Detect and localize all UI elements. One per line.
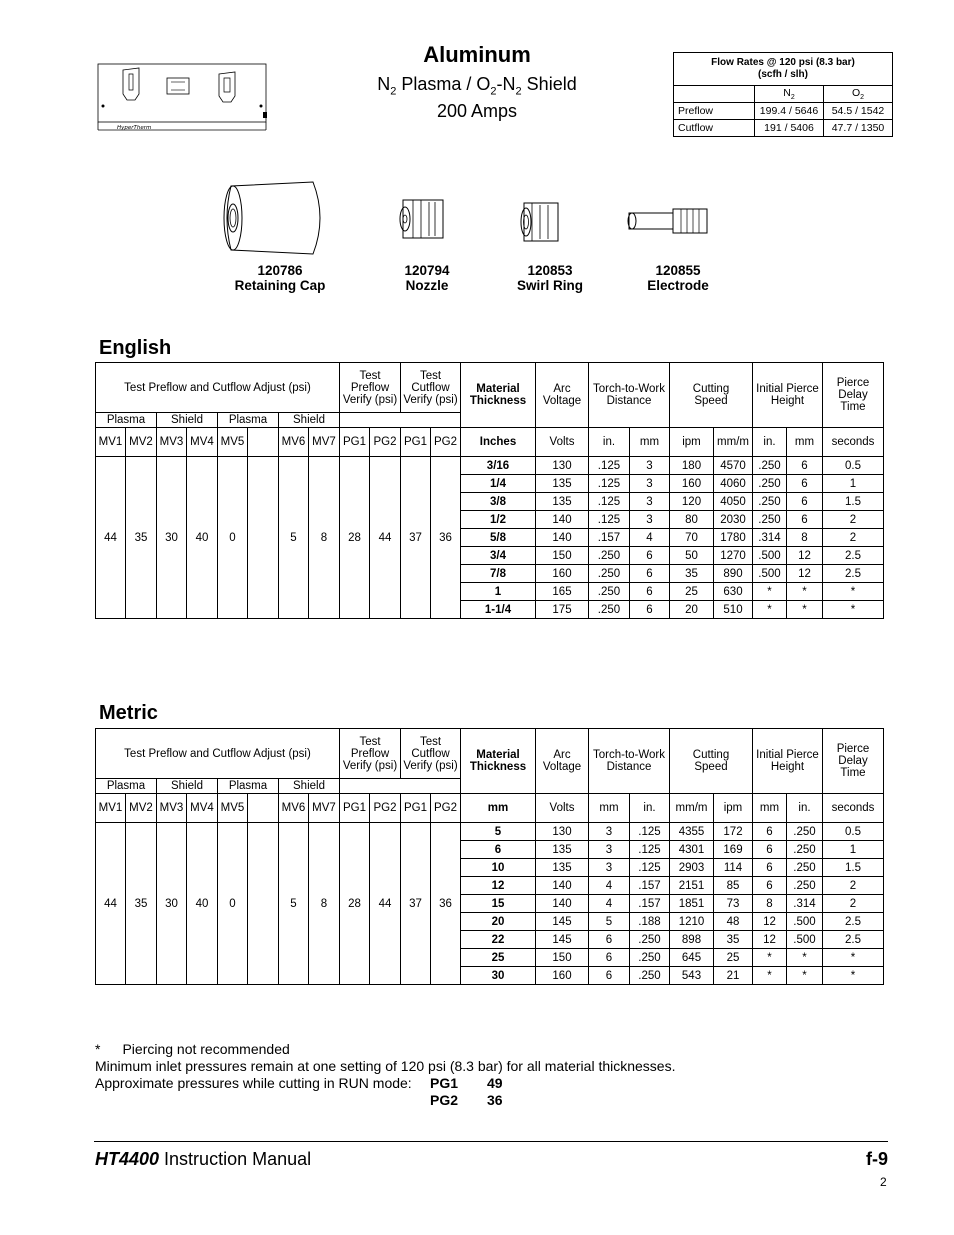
value-cell: 1.5	[823, 859, 884, 877]
value-cell: 630	[714, 583, 753, 601]
torch-distance-header: Torch-to-Work Distance	[589, 729, 670, 794]
metric-column-headers: MV1 MV2 MV3 MV4 MV5 MV6 MV7 PG1 PG2 PG1 PG2 mm Volts mm in. mm/m ipm mm in. seconds	[96, 794, 884, 823]
value-cell: *	[823, 601, 884, 619]
setting-cell: 44	[96, 457, 126, 619]
value-cell: *	[823, 949, 884, 967]
part-retaining-cap: 120786 Retaining Cap	[234, 263, 326, 293]
value-cell: 4	[589, 877, 630, 895]
setting-cell: 44	[96, 823, 126, 985]
thickness-cell: 15	[461, 895, 536, 913]
value-cell: .125	[589, 475, 630, 493]
gas-subtitle: $N_2$ Plasma / $O_2-N_2$ Shield	[377, 74, 577, 98]
value-cell: *	[787, 601, 823, 619]
setting-cell	[248, 823, 279, 985]
value-cell: 160	[536, 967, 589, 985]
value-cell: 3	[589, 841, 630, 859]
value-cell: 1780	[714, 529, 753, 547]
value-cell: 6	[630, 547, 670, 565]
value-cell: 140	[536, 895, 589, 913]
setting-cell: 40	[187, 823, 218, 985]
setting-cell: 0	[218, 457, 248, 619]
value-cell: .157	[589, 529, 630, 547]
arc-voltage-header: Arc Voltage	[536, 729, 589, 794]
value-cell: 35	[714, 931, 753, 949]
value-cell: 2	[823, 511, 884, 529]
thickness-cell: 12	[461, 877, 536, 895]
flow-row-cutflow: Cutflow 191 / 5406 47.7 / 1350	[674, 120, 893, 137]
thickness-cell: 1/2	[461, 511, 536, 529]
manual-title: HT4400 Instruction Manual	[95, 1149, 312, 1169]
value-cell: 543	[670, 967, 714, 985]
table-row	[96, 457, 884, 475]
value-cell: 5	[589, 913, 630, 931]
value-cell: 35	[670, 565, 714, 583]
value-cell: 130	[536, 457, 589, 475]
footnote-asterisk: * Piercing not recommended	[95, 1041, 290, 1057]
value-cell: .500	[753, 547, 787, 565]
thickness-cell: 1-1/4	[461, 601, 536, 619]
value-cell: .250	[753, 457, 787, 475]
value-cell: *	[823, 583, 884, 601]
thickness-cell: 5	[461, 823, 536, 841]
group-shield: Shield	[157, 413, 218, 428]
value-cell: 21	[714, 967, 753, 985]
cutting-speed-header: Cutting Speed	[670, 729, 753, 794]
value-cell: *	[787, 967, 823, 985]
value-cell: 6	[753, 841, 787, 859]
value-cell: 3	[630, 493, 670, 511]
value-cell: 135	[536, 475, 589, 493]
part-electrode: 120855 Electrode	[647, 263, 709, 293]
value-cell: .250	[753, 493, 787, 511]
value-cell: 3	[589, 823, 630, 841]
value-cell: .250	[630, 931, 670, 949]
value-cell: *	[787, 949, 823, 967]
setting-cell: 40	[187, 457, 218, 619]
electrode-drawing	[625, 205, 715, 237]
pg1-label: PG1	[430, 1075, 459, 1091]
value-cell: 6	[753, 859, 787, 877]
value-cell: .314	[787, 895, 823, 913]
arc-voltage-header: Arc Voltage	[536, 363, 589, 428]
flow-rates-title: Flow Rates @ 120 psi (8.3 bar) (scfh / slh)	[674, 53, 893, 86]
value-cell: *	[753, 601, 787, 619]
value-cell: 135	[536, 493, 589, 511]
cutting-speed-header: Cutting Speed	[670, 363, 753, 428]
english-cut-chart	[95, 362, 884, 619]
footer-rule	[94, 1141, 888, 1142]
value-cell: 6	[589, 949, 630, 967]
material-thickness-header: Material Thickness	[461, 363, 536, 428]
setting-cell: 37	[401, 457, 431, 619]
material-thickness-header: Material Thickness	[461, 729, 536, 794]
group-plasma: Plasma	[96, 413, 157, 428]
value-cell: 4050	[714, 493, 753, 511]
pierce-delay-header: Pierce Delay Time	[823, 363, 884, 428]
value-cell: 145	[536, 931, 589, 949]
value-cell: 8	[753, 895, 787, 913]
value-cell: .125	[630, 841, 670, 859]
part-nozzle: 120794 Nozzle	[404, 263, 450, 293]
value-cell: 135	[536, 841, 589, 859]
value-cell: 4060	[714, 475, 753, 493]
value-cell: 3	[630, 511, 670, 529]
value-cell: 130	[536, 823, 589, 841]
value-cell: 140	[536, 529, 589, 547]
footnote-inlet-pressure: Minimum inlet pressures remain at one setting of 120 psi (8.3 bar) for all material thicknesses.	[95, 1058, 676, 1074]
value-cell: .250	[787, 823, 823, 841]
group-plasma: Plasma	[96, 779, 157, 794]
adjust-header: Test Preflow and Cutflow Adjust (psi)	[96, 363, 340, 413]
value-cell: 25	[714, 949, 753, 967]
setting-cell: 37	[401, 823, 431, 985]
value-cell: 3	[630, 475, 670, 493]
value-cell: 172	[714, 823, 753, 841]
setting-cell: 5	[279, 457, 309, 619]
setting-cell: 44	[370, 823, 401, 985]
setting-cell: 35	[126, 457, 157, 619]
preflow-verify-header: Test Preflow Verify (psi)	[340, 729, 401, 779]
value-cell: 2903	[670, 859, 714, 877]
value-cell: 12	[787, 565, 823, 583]
value-cell: .250	[589, 547, 630, 565]
value-cell: 80	[670, 511, 714, 529]
value-cell: 2	[823, 877, 884, 895]
pg1-value: 49	[487, 1075, 503, 1091]
value-cell: .125	[630, 859, 670, 877]
pierce-delay-header: Pierce Delay Time	[823, 729, 884, 794]
value-cell: 120	[670, 493, 714, 511]
value-cell: 4	[630, 529, 670, 547]
group-shield: Shield	[279, 413, 340, 428]
value-cell: .250	[589, 565, 630, 583]
setting-cell: 8	[309, 457, 340, 619]
value-cell: 2.5	[823, 565, 884, 583]
value-cell: 4570	[714, 457, 753, 475]
value-cell: .125	[589, 493, 630, 511]
value-cell: 0.5	[823, 457, 884, 475]
value-cell: .250	[787, 877, 823, 895]
value-cell: 160	[536, 565, 589, 583]
value-cell: .250	[787, 859, 823, 877]
value-cell: .250	[589, 583, 630, 601]
value-cell: 70	[670, 529, 714, 547]
group-plasma: Plasma	[218, 779, 279, 794]
torch-distance-header: Torch-to-Work Distance	[589, 363, 670, 428]
value-cell: .125	[630, 823, 670, 841]
swirl-ring-drawing	[518, 200, 564, 244]
flow-col-n2: $N_2$	[755, 86, 824, 103]
value-cell: 3	[630, 457, 670, 475]
retaining-cap-drawing	[215, 178, 335, 260]
cutflow-verify-header: Test Cutflow Verify (psi)	[401, 729, 461, 779]
value-cell: 4	[589, 895, 630, 913]
pg2-value: 36	[487, 1092, 503, 1108]
value-cell: .157	[630, 895, 670, 913]
value-cell: .250	[753, 475, 787, 493]
value-cell: .250	[753, 511, 787, 529]
value-cell: 165	[536, 583, 589, 601]
setting-cell: 30	[157, 457, 187, 619]
flow-rates-table	[673, 52, 893, 137]
value-cell: 6	[630, 583, 670, 601]
english-column-headers: MV1 MV2 MV3 MV4 MV5 MV6 MV7 PG1 PG2 PG1 PG2 Inches Volts in. mm ipm mm/m in. mm seconds	[96, 428, 884, 457]
value-cell: .314	[753, 529, 787, 547]
value-cell: 2030	[714, 511, 753, 529]
value-cell: 2.5	[823, 931, 884, 949]
value-cell: 140	[536, 511, 589, 529]
value-cell: *	[753, 583, 787, 601]
value-cell: *	[787, 583, 823, 601]
value-cell: 6	[753, 877, 787, 895]
flow-row-preflow: Preflow 199.4 / 5646 54.5 / 1542	[674, 103, 893, 120]
setting-cell: 28	[340, 823, 370, 985]
value-cell: 175	[536, 601, 589, 619]
value-cell: 6	[787, 457, 823, 475]
value-cell: 50	[670, 547, 714, 565]
value-cell: 6	[753, 823, 787, 841]
value-cell: 6	[630, 601, 670, 619]
thickness-cell: 1/4	[461, 475, 536, 493]
value-cell: 12	[753, 913, 787, 931]
setting-cell	[248, 457, 279, 619]
value-cell: 6	[787, 511, 823, 529]
group-shield: Shield	[157, 779, 218, 794]
thickness-cell: 6	[461, 841, 536, 859]
value-cell: 150	[536, 547, 589, 565]
value-cell: 73	[714, 895, 753, 913]
value-cell: 6	[589, 931, 630, 949]
thickness-cell: 3/4	[461, 547, 536, 565]
value-cell: 150	[536, 949, 589, 967]
value-cell: 6	[787, 493, 823, 511]
value-cell: 2151	[670, 877, 714, 895]
group-shield: Shield	[279, 779, 340, 794]
value-cell: 48	[714, 913, 753, 931]
value-cell: 20	[670, 601, 714, 619]
value-cell: .125	[589, 511, 630, 529]
console-brand: HyperTherm	[117, 125, 152, 131]
value-cell: 2	[823, 895, 884, 913]
english-heading: English	[99, 337, 172, 359]
amperage: 200 Amps	[436, 101, 518, 121]
pg2-label: PG2	[430, 1092, 459, 1108]
value-cell: 180	[670, 457, 714, 475]
value-cell: *	[753, 949, 787, 967]
value-cell: .500	[787, 913, 823, 931]
value-cell: 12	[787, 547, 823, 565]
value-cell: .125	[589, 457, 630, 475]
value-cell: 145	[536, 913, 589, 931]
value-cell: .250	[630, 949, 670, 967]
value-cell: 140	[536, 877, 589, 895]
setting-cell: 28	[340, 457, 370, 619]
value-cell: 169	[714, 841, 753, 859]
value-cell: 6	[630, 565, 670, 583]
setting-cell: 44	[370, 457, 401, 619]
page-title: Aluminum	[423, 42, 531, 67]
value-cell: 2	[823, 529, 884, 547]
value-cell: 114	[714, 859, 753, 877]
value-cell: .250	[630, 967, 670, 985]
pierce-height-header: Initial Pierce Height	[753, 363, 823, 428]
thickness-cell: 22	[461, 931, 536, 949]
value-cell: .250	[589, 601, 630, 619]
value-cell: 2.5	[823, 913, 884, 931]
metric-cut-chart	[95, 728, 884, 985]
setting-cell: 30	[157, 823, 187, 985]
preflow-verify-header: Test Preflow Verify (psi)	[340, 363, 401, 413]
pierce-height-header: Initial Pierce Height	[753, 729, 823, 794]
value-cell: 0.5	[823, 823, 884, 841]
thickness-cell: 10	[461, 859, 536, 877]
value-cell: 890	[714, 565, 753, 583]
thickness-cell: 25	[461, 949, 536, 967]
value-cell: 3	[589, 859, 630, 877]
cutflow-verify-header: Test Cutflow Verify (psi)	[401, 363, 461, 413]
value-cell: 6	[787, 475, 823, 493]
value-cell: *	[753, 967, 787, 985]
thickness-cell: 20	[461, 913, 536, 931]
group-plasma: Plasma	[218, 413, 279, 428]
thickness-cell: 3/8	[461, 493, 536, 511]
value-cell: 1851	[670, 895, 714, 913]
value-cell: 12	[753, 931, 787, 949]
value-cell: 135	[536, 859, 589, 877]
setting-cell: 35	[126, 823, 157, 985]
value-cell: 510	[714, 601, 753, 619]
value-cell: *	[823, 967, 884, 985]
thickness-cell: 30	[461, 967, 536, 985]
value-cell: 85	[714, 877, 753, 895]
value-cell: 645	[670, 949, 714, 967]
value-cell: 2.5	[823, 547, 884, 565]
setting-cell: 0	[218, 823, 248, 985]
thickness-cell: 3/16	[461, 457, 536, 475]
metric-heading: Metric	[99, 702, 158, 724]
value-cell: 1	[823, 841, 884, 859]
setting-cell: 5	[279, 823, 309, 985]
value-cell: 4301	[670, 841, 714, 859]
thickness-cell: 5/8	[461, 529, 536, 547]
thickness-cell: 7/8	[461, 565, 536, 583]
value-cell: .250	[787, 841, 823, 859]
value-cell: 6	[589, 967, 630, 985]
thickness-cell: 1	[461, 583, 536, 601]
value-cell: 898	[670, 931, 714, 949]
table-row	[96, 823, 884, 841]
value-cell: 1	[823, 475, 884, 493]
setting-cell: 36	[431, 457, 461, 619]
page-reference: f-9	[866, 1149, 888, 1169]
flow-col-o2: $O_2$	[824, 86, 893, 103]
nozzle-drawing	[395, 196, 450, 242]
value-cell: 1.5	[823, 493, 884, 511]
value-cell: 8	[787, 529, 823, 547]
value-cell: 4355	[670, 823, 714, 841]
page-number: 2	[880, 1175, 887, 1189]
value-cell: 1270	[714, 547, 753, 565]
part-swirl-ring: 120853 Swirl Ring	[516, 263, 583, 293]
gas-console-diagram	[95, 60, 275, 138]
value-cell: .157	[630, 877, 670, 895]
value-cell: 1210	[670, 913, 714, 931]
value-cell: 160	[670, 475, 714, 493]
value-cell: .500	[787, 931, 823, 949]
setting-cell: 36	[431, 823, 461, 985]
setting-cell: 8	[309, 823, 340, 985]
value-cell: .500	[753, 565, 787, 583]
value-cell: .188	[630, 913, 670, 931]
adjust-header: Test Preflow and Cutflow Adjust (psi)	[96, 729, 340, 779]
value-cell: 25	[670, 583, 714, 601]
footnote-run-mode: Approximate pressures while cutting in RUN mode:	[95, 1075, 412, 1091]
